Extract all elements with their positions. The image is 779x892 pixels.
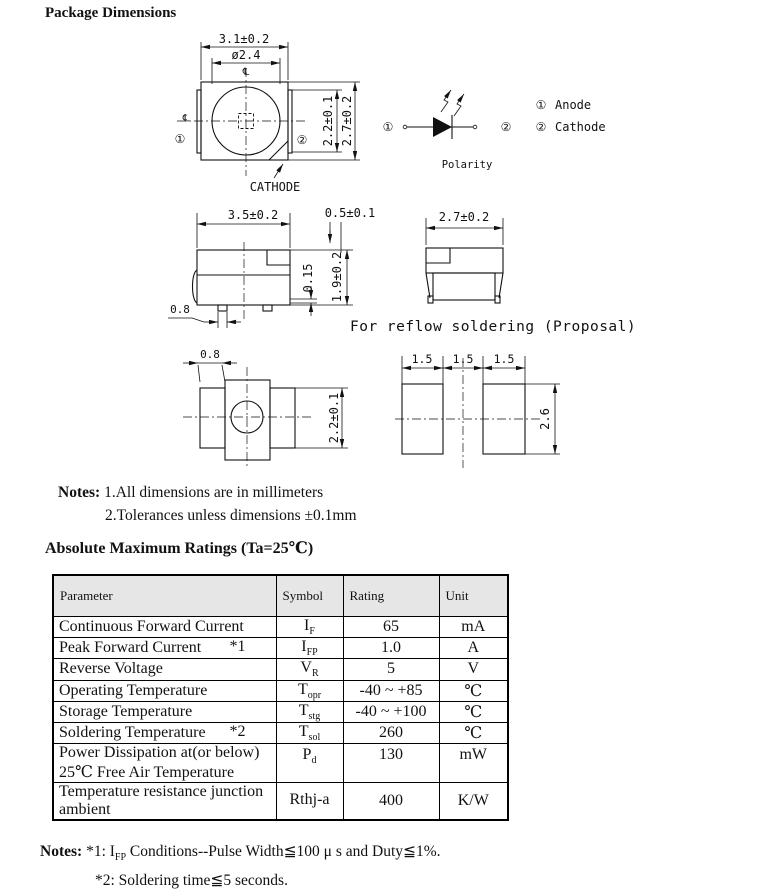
legend-cathode-label: Cathode <box>555 120 606 134</box>
pad-layout-centerlines <box>395 358 543 468</box>
legend-anode-label: Anode <box>555 98 592 112</box>
unit-cell: mW <box>439 744 508 783</box>
param-label: Reverse Voltage <box>59 660 163 678</box>
diode-triangle <box>433 117 452 137</box>
notes-label: Notes: <box>40 843 83 860</box>
right-electrode-pad <box>270 388 295 448</box>
solder-pad-layout-diagram <box>395 350 590 470</box>
absolute-maximum-ratings-table <box>52 574 509 821</box>
rating-cell: 260 <box>343 722 439 743</box>
table-row <box>53 783 508 821</box>
package-end-view-diagram <box>415 205 590 310</box>
param-note: *1 <box>229 638 246 656</box>
ratings-title: Absolute Maximum Ratings (Ta=25℃) <box>45 540 314 557</box>
param-label-line2: ambient <box>59 801 111 819</box>
param-label-line2: 25℃ Free Air Temperature <box>59 764 235 782</box>
unit-cell: ℃ <box>439 722 508 743</box>
symbol-cell: $T_{opr}$ <box>276 680 343 701</box>
unit-cell: V <box>439 659 508 680</box>
end-view-outline <box>426 248 503 303</box>
rating-cell: 130 <box>343 744 439 783</box>
package-bottom-view-diagram <box>145 345 350 475</box>
param-label: Temperature resistance junction <box>59 783 264 801</box>
dim-foot-label: 0.8 <box>170 303 190 316</box>
unit-cell: K/W <box>439 783 508 821</box>
dim-top-width-label: 3.1±0.2 <box>218 32 270 46</box>
dimension-note-line1: Notes: 1.All dimensions are in millimeters <box>58 484 324 501</box>
cathode-leader-line <box>274 164 283 178</box>
pad-layout-dimension-lines <box>402 356 560 454</box>
dim-gap-label: 0.15 <box>301 263 315 293</box>
rating-cell: 65 <box>343 617 439 638</box>
notes-label: Notes: <box>58 484 101 501</box>
dimension-note-line2: 2.Tolerances unless dimensions ±0.1mm <box>105 507 357 524</box>
unit-cell: ℃ <box>439 701 508 722</box>
led-symbol <box>403 90 477 139</box>
left-electrode-pad <box>200 388 225 448</box>
symbol-cell: $T_{stg}$ <box>276 701 343 722</box>
cathode-label: CATHODE <box>249 180 301 194</box>
ratings-note-line2: *2: Soldering time≦5 seconds. <box>95 872 288 890</box>
rating-cell: 400 <box>343 783 439 821</box>
dim-pad-width-label: 0.8 <box>200 348 220 361</box>
rating-cell: -40 ~ +85 <box>343 680 439 701</box>
bottom-view-centerlines <box>183 367 313 469</box>
light-emission-arrow <box>454 94 464 116</box>
ratings-table-wrap <box>52 574 509 821</box>
polarity-pin2-marker: ② <box>500 120 512 134</box>
param-label: Peak Forward Current <box>59 639 202 657</box>
param-note: *2 <box>229 722 246 740</box>
param-label: Power Dissipation at(or below) <box>59 744 260 762</box>
table-row <box>53 638 508 659</box>
page-title: Package Dimensions <box>45 5 177 21</box>
top-view-dimension-lines <box>201 42 360 160</box>
package-side-view-diagram <box>150 200 385 330</box>
symbol-cell: $I_{FP}$ <box>276 638 343 659</box>
pad-dim2-label: 1.5 <box>452 352 474 366</box>
unit-cell: ℃ <box>439 680 508 701</box>
polarity-diagram <box>375 85 620 180</box>
polarity-pin1-marker: ① <box>382 120 394 134</box>
table-row <box>53 680 508 701</box>
dim-height-label: 1.9±0.2 <box>330 251 344 303</box>
side-view-outline <box>193 250 291 311</box>
table-row <box>53 701 508 722</box>
centerline-symbol-left: ℄ <box>182 113 190 125</box>
polarity-legend <box>536 98 606 134</box>
param-label: Operating Temperature <box>59 681 208 699</box>
table-row <box>53 744 508 783</box>
ratings-notes <box>40 840 441 892</box>
table-row <box>53 617 508 638</box>
table-row <box>53 722 508 743</box>
col-header-parameter: Parameter <box>53 575 276 617</box>
unit-cell: A <box>439 638 508 659</box>
dim-lead-label: 0.5±0.1 <box>324 206 376 220</box>
dim-pad-height-label: 2.2±0.1 <box>327 392 341 444</box>
dim-outer-height-label: 2.7±0.2 <box>340 95 354 147</box>
col-header-unit: Unit <box>439 575 508 617</box>
dimension-notes <box>58 481 357 527</box>
centerline-symbol-top: ℄ <box>242 67 250 78</box>
pad-dim-height-label: 2.6 <box>538 408 552 430</box>
param-label: Storage Temperature <box>59 702 193 720</box>
polarity-caption: Polarity <box>441 159 493 171</box>
param-label: Soldering Temperature <box>59 724 206 742</box>
dim-inner-height-label: 2.2±0.1 <box>321 95 335 147</box>
col-header-rating: Rating <box>343 575 439 617</box>
dim-lens-diameter-label: ø2.4 <box>231 48 261 62</box>
rating-cell: 5 <box>343 659 439 680</box>
legend-pin2-marker: ② <box>535 120 547 134</box>
legend-pin1-marker: ① <box>535 98 547 112</box>
ratings-note-line1: Notes: *1: $I_{FP}$ Conditions--Pulse Width≦100 μ s and Duty≦1%. <box>40 843 441 864</box>
dim-end-width-label: 2.7±0.2 <box>438 210 490 224</box>
package-top-view-diagram <box>155 28 370 200</box>
dim-side-width-label: 3.5±0.2 <box>227 208 279 222</box>
unit-cell: mA <box>439 617 508 638</box>
col-header-symbol: Symbol <box>276 575 343 617</box>
light-emission-arrow <box>441 90 451 112</box>
param-label: Continuous Forward Current <box>59 618 244 636</box>
pad-dim3-label: 1.5 <box>493 352 515 366</box>
bottom-view-outline <box>200 380 295 460</box>
rating-cell: 1.0 <box>343 638 439 659</box>
pin2-marker: ② <box>296 133 308 147</box>
table-header-row <box>53 575 508 617</box>
bottom-view-dimension-lines <box>183 363 348 448</box>
pin1-marker: ① <box>174 132 186 146</box>
table-row <box>53 659 508 680</box>
symbol-cell: $I_F$ <box>276 617 343 638</box>
symbol-cell: $V_R$ <box>276 659 343 680</box>
symbol-cell: $P_d$ <box>276 744 343 783</box>
pad-dim1-label: 1.5 <box>411 352 433 366</box>
rating-cell: -40 ~ +100 <box>343 701 439 722</box>
reflow-caption: For reflow soldering (Proposal) <box>350 319 637 335</box>
symbol-cell: Rthj-a <box>276 783 343 821</box>
symbol-cell: $T_{sol}$ <box>276 722 343 743</box>
